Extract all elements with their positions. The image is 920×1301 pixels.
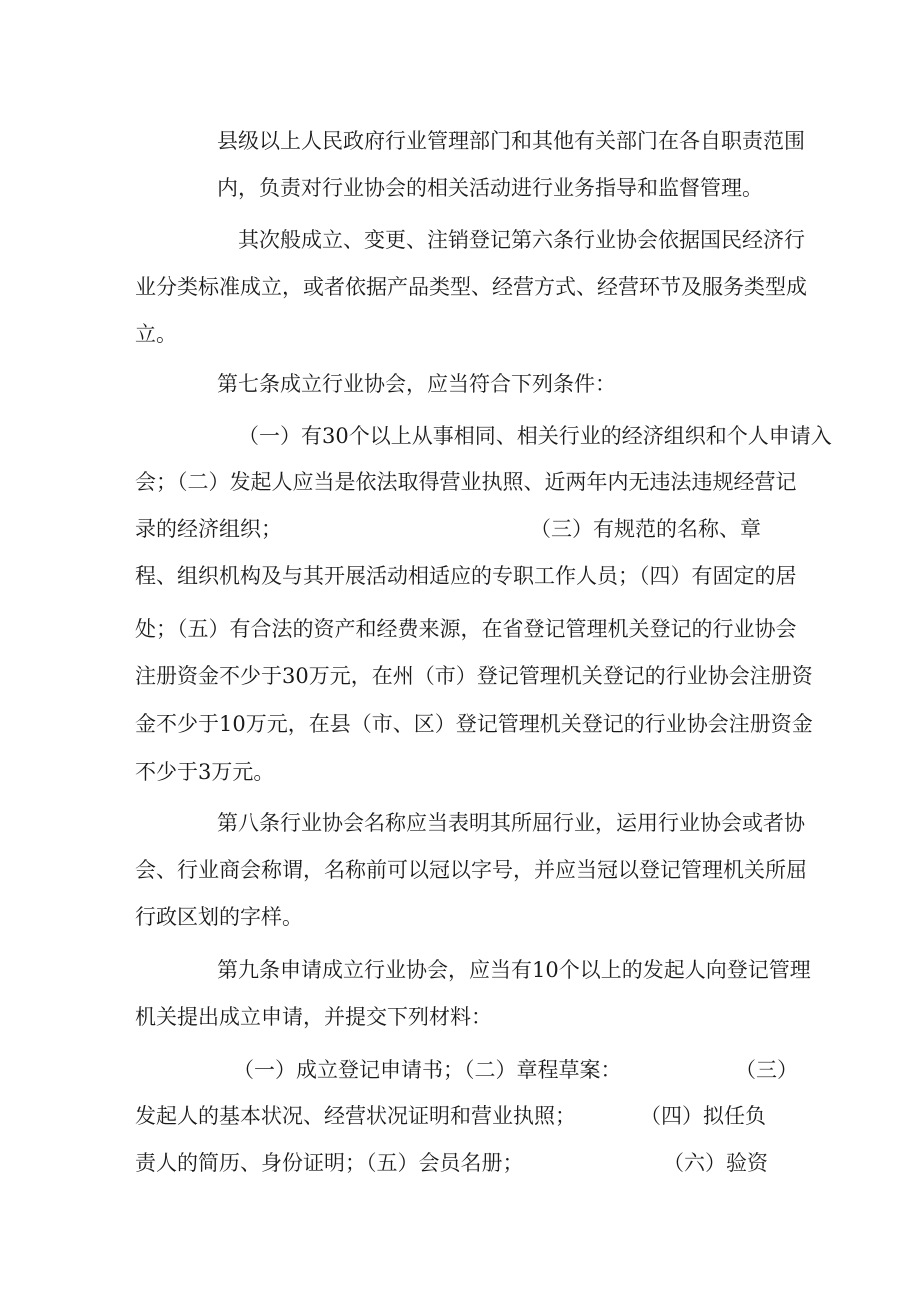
text-line: 会；（二）发起人应当是依法取得营业执照、近两年内无违法违规经营记 [135, 470, 797, 494]
text-line: 立。 [135, 322, 177, 346]
text-line: 第九条申请成立行业协会，应当有10个以上的发起人向登记管理 [217, 958, 811, 982]
text-line: （三）有规范的名称、章 [530, 517, 761, 541]
text-line: （六）验资 [663, 1151, 768, 1175]
text-line: 发起人的基本状况、经营状况证明和营业执照； [135, 1104, 576, 1128]
text-line: （一）成立登记申请书；（二）章程草案： [233, 1058, 622, 1082]
text-line: 会、行业商会称谓，名称前可以冠以字号，并应当冠以登记管理机关所屈 [135, 858, 807, 882]
text-line: （三） [735, 1058, 798, 1082]
text-line: 行政区划的字样。 [135, 905, 303, 929]
text-line: （四）拟任负 [640, 1104, 766, 1128]
text-line: 第七条成立行业协会，应当符合下列条件： [217, 372, 616, 396]
text-line: 县级以上人民政府行业管理部门和其他有关部门在各自职责范围 [217, 129, 805, 153]
text-line: 责人的简历、身份证明；（五）会员名册； [135, 1151, 524, 1175]
text-line: 不少于3万元。 [135, 760, 275, 784]
text-line: 注册资金不少于30万元，在州（市）登记管理机关登记的行业协会注册资 [135, 664, 813, 688]
text-line: 金不少于10万元，在县（市、区）登记管理机关登记的行业协会注册资金 [135, 712, 813, 736]
text-line: 第八条行业协会名称应当表明其所屈行业，运用行业协会或者协 [217, 811, 805, 835]
text-line: 内，负责对行业协会的相关活动进行业务指导和监督管理。 [217, 176, 763, 200]
text-line: 处；（五）有合法的资产和经费来源，在省登记管理机关登记的行业协会 [135, 617, 797, 641]
text-line: 录的经济组织； [135, 517, 282, 541]
text-line: （一）有30个以上从事相同、相关行业的经济组织和个人申请入 [238, 424, 832, 448]
text-line: 程、组织机构及与其开展活动相适应的专职工作人员；（四）有固定的居 [135, 564, 797, 588]
text-line: 机关提出成立申请，并提交下列材料： [135, 1005, 492, 1029]
text-line: 业分类标准成立，或者依据产品类型、经营方式、经营环节及服务类型成 [135, 275, 807, 299]
text-line: 其次般成立、变更、注销登记第六条行业协会依据国民经济行 [238, 228, 805, 252]
